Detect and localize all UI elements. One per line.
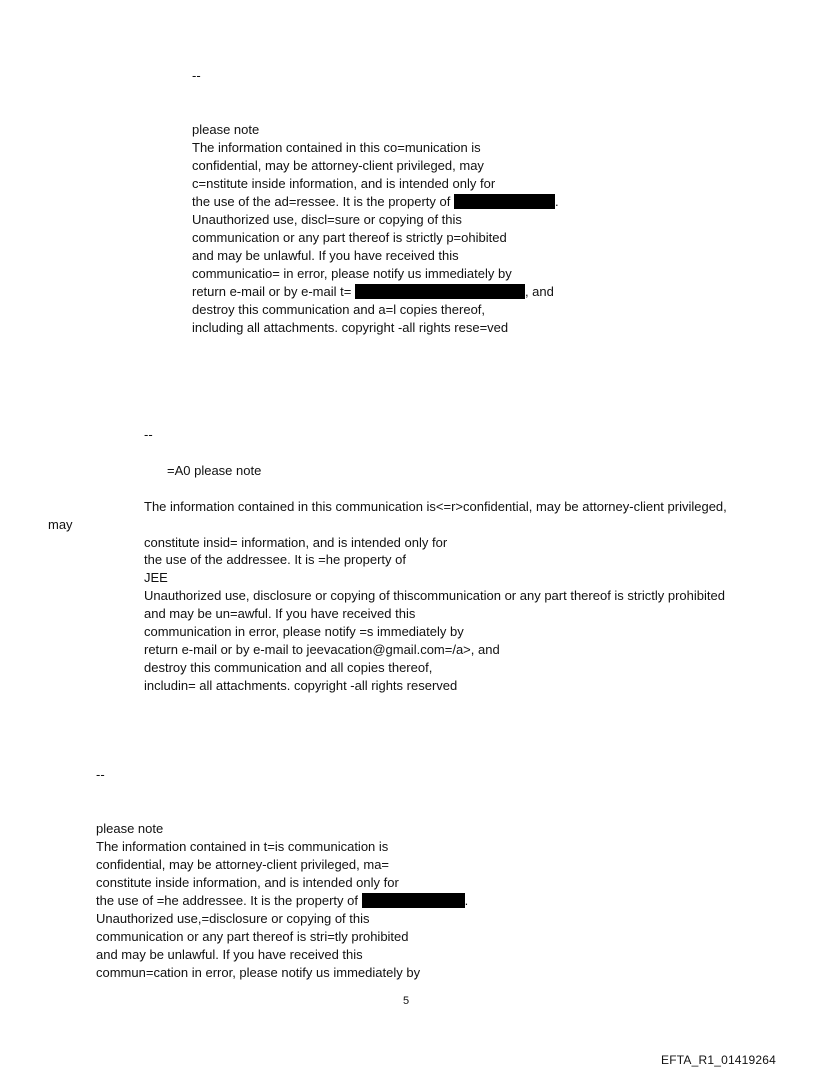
notice-line: c=nstitute inside information, and is intended only for — [192, 176, 496, 191]
notice-line: and may be unlawful. If you have received this — [192, 248, 459, 263]
notice-text: . — [554, 194, 559, 209]
notice-text: return e-mail or by e-mail t= — [192, 284, 352, 299]
notice-line: communication in error, please notify =s immediately by — [144, 624, 464, 639]
notice-heading-2: =A0 please note — [167, 463, 262, 478]
notice-line: including all attachments. copyright -all rights rese=ved — [192, 320, 509, 335]
notice-line: constitute insid= information, and is intended only for — [144, 535, 448, 550]
notice-text: , and — [524, 284, 554, 299]
separator-3: -- — [96, 767, 105, 782]
notice-heading-3: please note — [96, 821, 164, 836]
notice-text: the use of =he addressee. It is the property of — [96, 893, 358, 908]
notice-line: The information contained in this communication is<=r>confidential, may be attorney-client privileged, — [144, 499, 727, 514]
notice-text: the use of the ad=ressee. It is the property of — [192, 194, 451, 209]
notice-line: return e-mail or by e-mail to jeevacation@gmail.com=/a>, and — [144, 642, 500, 657]
notice-line — [192, 283, 554, 300]
page-number: 5 — [403, 995, 410, 1007]
separator-2: -- — [144, 427, 153, 442]
notice-line: JEE — [144, 570, 168, 585]
notice-line: communication or any part thereof is strictly p=ohibited — [192, 230, 507, 245]
document-id: EFTA_R1_01419264 — [661, 1053, 777, 1067]
notice-line: Unauthorized use,=disclosure or copying of this — [96, 911, 370, 926]
notice-line: confidential, may be attorney-client privileged, may — [192, 158, 484, 173]
notice-line: the use of the addressee. It is =he property of — [144, 552, 406, 567]
notice-line: destroy this communication and a=l copies thereof, — [192, 302, 486, 317]
notice-line: and may be unlawful. If you have received this — [96, 947, 363, 962]
notice-text: . — [464, 893, 469, 908]
notice-line: Unauthorized use, disclosure or copying of thiscommunication or any part thereof is strictly prohibited — [144, 588, 725, 603]
redaction-box — [454, 194, 555, 209]
notice-line: and may be un=awful. If you have received this — [144, 606, 416, 621]
notice-line: communicatio= in error, please notify us immediately by — [192, 266, 512, 281]
notice-line: includin= all attachments. copyright -all rights reserved — [144, 678, 458, 693]
notice-line: confidential, may be attorney-client privileged, ma= — [96, 857, 390, 872]
notice-line — [192, 193, 559, 210]
redaction-box — [362, 893, 465, 908]
notice-line: may — [48, 517, 73, 532]
notice-line: communication or any part thereof is stri=tly prohibited — [96, 929, 409, 944]
notice-line: The information contained in t=is communication is — [96, 839, 389, 854]
notice-heading-1: please note — [192, 122, 260, 137]
redaction-box — [355, 284, 525, 299]
notice-line: commun=cation in error, please notify us immediately by — [96, 965, 421, 980]
notice-line: The information contained in this co=munication is — [192, 140, 481, 155]
separator-1: -- — [192, 68, 201, 83]
notice-line: Unauthorized use, discl=sure or copying of this — [192, 212, 462, 227]
notice-line: constitute inside information, and is intended only for — [96, 875, 399, 890]
notice-line — [96, 892, 468, 909]
notice-line: destroy this communication and all copies thereof, — [144, 660, 433, 675]
